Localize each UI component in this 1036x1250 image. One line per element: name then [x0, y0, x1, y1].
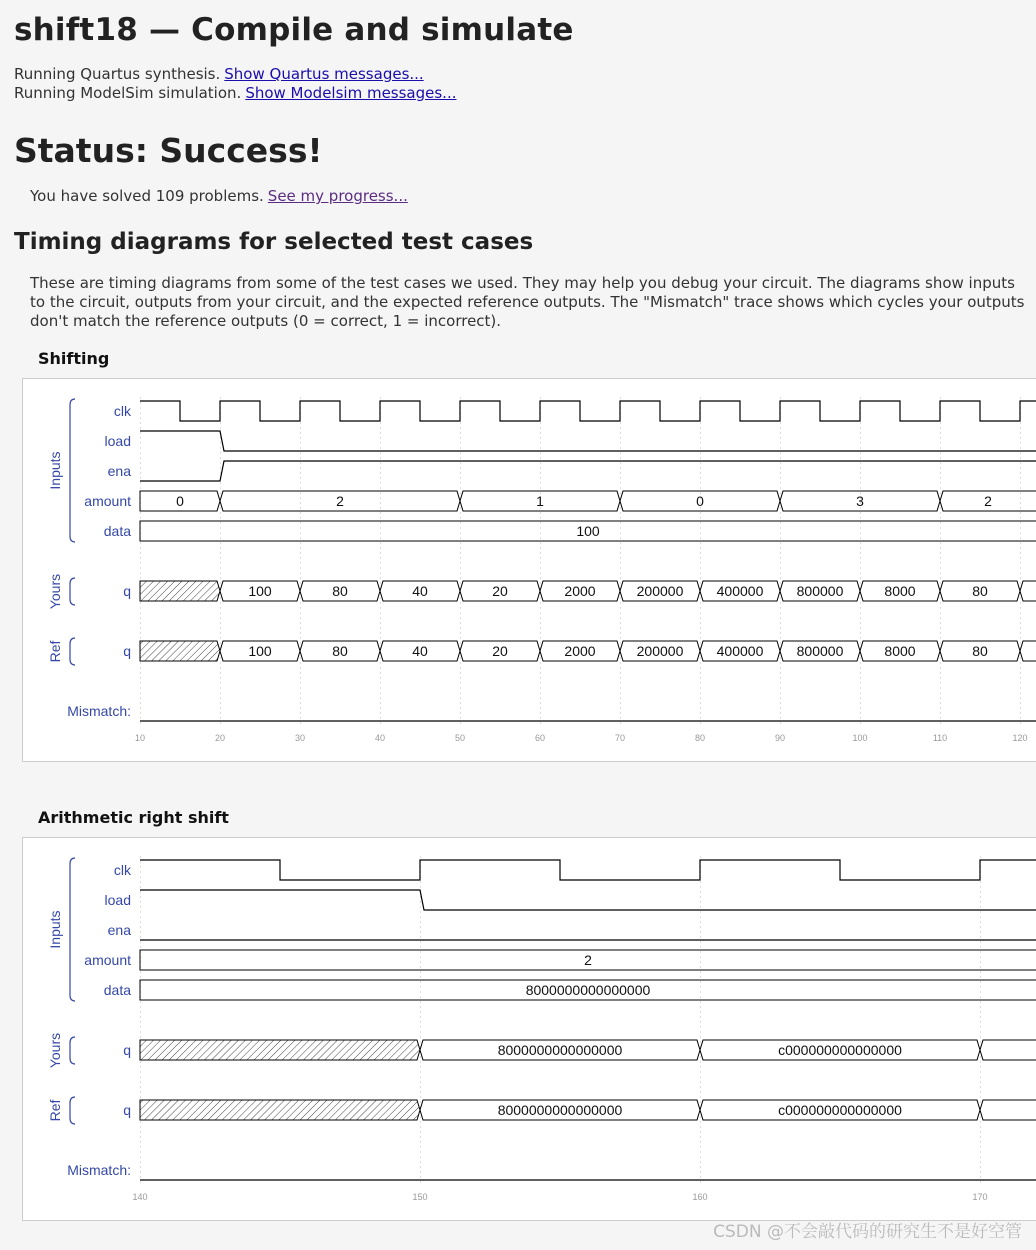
- status-heading: Status: Success!: [14, 131, 323, 170]
- group-bracket: [70, 858, 75, 1001]
- bus-value: 8000: [884, 643, 916, 659]
- bus-value: 80: [972, 643, 988, 659]
- group-bracket: [70, 578, 75, 605]
- ref-q-waveform: [140, 641, 1036, 661]
- time-tick-label: 110: [932, 733, 948, 743]
- see-my-progress-link[interactable]: See my progress...: [267, 187, 408, 205]
- bus-value: 0: [696, 493, 704, 509]
- diagram-title-arithmetic-right-shift: Arithmetic right shift: [38, 808, 229, 827]
- time-tick-label: 50: [454, 733, 466, 743]
- yours-q-waveform: [140, 1040, 1036, 1060]
- bus-value: c000000000000000: [778, 1042, 902, 1058]
- signal-label: q: [123, 643, 131, 659]
- time-tick-label: 90: [774, 733, 786, 743]
- group-bracket: [70, 399, 75, 542]
- quartus-line: [14, 65, 424, 83]
- yours-group: [47, 1033, 75, 1068]
- signal-label: q: [123, 583, 131, 599]
- group-label: Ref: [47, 1099, 63, 1122]
- mismatch-label: Mismatch:: [67, 703, 131, 719]
- timing-diagram-shifting: [22, 378, 1036, 762]
- amount-waveform: [140, 950, 1036, 970]
- bus-value: 800000: [796, 643, 844, 659]
- signal-label: amount: [84, 952, 131, 968]
- bus-value: 0: [176, 493, 184, 509]
- modelsim-text: Running ModelSim simulation.: [14, 84, 242, 102]
- bus-value: 20: [492, 643, 508, 659]
- amount-waveform: [140, 491, 1036, 511]
- modelsim-line: [14, 84, 456, 102]
- solved-text: You have solved 109 problems.: [30, 187, 264, 205]
- load-waveform: [140, 431, 1036, 451]
- ref-group: [47, 1097, 75, 1124]
- signal-label: clk: [113, 403, 131, 419]
- time-tick-label: 120: [1012, 733, 1028, 743]
- bus-value: 400000: [716, 643, 764, 659]
- time-tick-label: 40: [374, 733, 386, 743]
- bus-value: 1: [536, 493, 544, 509]
- timing-heading: Timing diagrams for selected test cases: [14, 229, 534, 255]
- bus-value: 8000000000000000: [525, 982, 651, 998]
- signal-label: q: [123, 1102, 131, 1118]
- bus-value: 40: [412, 583, 428, 599]
- time-tick-label: 70: [614, 733, 626, 743]
- bus-value: 100: [248, 583, 272, 599]
- group-bracket: [70, 1037, 75, 1064]
- bus-value: 800000: [796, 583, 844, 599]
- solved-line: [30, 187, 408, 205]
- data-waveform: [140, 521, 1036, 541]
- bus-value: 2: [336, 493, 344, 509]
- group-label: Yours: [47, 573, 63, 610]
- mismatch-label: Mismatch:: [67, 1162, 131, 1178]
- timing-diagram-svg: [23, 838, 1036, 1220]
- bus-value: 2: [584, 952, 592, 968]
- quartus-text: Running Quartus synthesis.: [14, 65, 221, 83]
- bus-value: 20: [492, 583, 508, 599]
- bus-segment: [1020, 581, 1036, 601]
- yours-q-waveform: [140, 581, 1036, 601]
- bus-segment: [980, 1100, 1036, 1120]
- timing-diagram-arithmetic-right-shift: [22, 837, 1036, 1221]
- bus-undefined-segment: [140, 1100, 420, 1120]
- time-tick-label: 150: [412, 1192, 428, 1202]
- bus-undefined-segment: [140, 1040, 420, 1060]
- csdn-watermark: CSDN @不会敲代码的研究生不是好空管: [713, 1222, 1022, 1242]
- time-tick-label: 140: [132, 1192, 148, 1202]
- signal-label: load: [104, 433, 131, 449]
- signal-label: data: [103, 982, 131, 998]
- page-title: shift18 — Compile and simulate: [14, 12, 574, 48]
- signal-label: ena: [107, 463, 131, 479]
- bus-undefined-segment: [140, 641, 220, 661]
- time-tick-label: 20: [214, 733, 226, 743]
- signal-label: amount: [84, 493, 131, 509]
- diagram-title-shifting: Shifting: [38, 349, 110, 368]
- bus-value: 80: [972, 583, 988, 599]
- group-label: Yours: [47, 1032, 63, 1069]
- clk-waveform: [140, 860, 1036, 880]
- load-waveform: [140, 890, 1036, 910]
- bus-segment: [980, 1040, 1036, 1060]
- bus-value: 100: [248, 643, 272, 659]
- time-tick-label: 100: [852, 733, 868, 743]
- time-tick-label: 170: [972, 1192, 988, 1202]
- inputs-group: [47, 399, 75, 542]
- bus-value: c000000000000000: [778, 1102, 902, 1118]
- bus-value: 8000: [884, 583, 916, 599]
- bus-value: 2000: [564, 583, 596, 599]
- bus-segment: [1020, 641, 1036, 661]
- group-bracket: [70, 638, 75, 665]
- timing-description: These are timing diagrams from some of the test cases we used. They may help you debug your circuit. The diagrams show inputs to the circuit, outputs from your circuit, and the expected reference outputs. The "Mismatch" trace shows which cycles your outputs don't match the reference outputs (0 = correct, 1 = incorrect).: [30, 274, 1025, 330]
- time-tick-label: 10: [134, 733, 146, 743]
- bus-value: 200000: [636, 583, 684, 599]
- bus-value: 8000000000000000: [497, 1042, 623, 1058]
- group-label: Ref: [47, 640, 63, 663]
- show-modelsim-messages-link[interactable]: Show Modelsim messages...: [245, 84, 457, 102]
- signal-label: q: [123, 1042, 131, 1058]
- bus-value: 80: [332, 583, 348, 599]
- ref-q-waveform: [140, 1100, 1036, 1120]
- signal-label: ena: [107, 922, 131, 938]
- bus-value: 100: [576, 523, 600, 539]
- inputs-group: [47, 858, 75, 1001]
- bus-undefined-segment: [140, 581, 220, 601]
- bus-value: 3: [856, 493, 864, 509]
- bus-value: 80: [332, 643, 348, 659]
- time-tick-label: 160: [692, 1192, 708, 1202]
- clk-waveform: [140, 401, 1036, 421]
- time-tick-label: 80: [694, 733, 706, 743]
- bus-value: 2: [984, 493, 992, 509]
- bus-value: 8000000000000000: [497, 1102, 623, 1118]
- signal-label: data: [103, 523, 131, 539]
- bus-value: 40: [412, 643, 428, 659]
- data-waveform: [140, 980, 1036, 1000]
- ena-waveform: [140, 461, 1036, 481]
- time-tick-label: 30: [294, 733, 306, 743]
- timing-diagram-svg: [23, 379, 1036, 761]
- show-quartus-messages-link[interactable]: Show Quartus messages...: [224, 65, 424, 83]
- group-label: Inputs: [47, 451, 63, 490]
- signal-label: load: [104, 892, 131, 908]
- yours-group: [47, 574, 75, 609]
- signal-label: clk: [113, 862, 131, 878]
- bus-value: 2000: [564, 643, 596, 659]
- bus-value: 200000: [636, 643, 684, 659]
- ref-group: [47, 638, 75, 665]
- group-bracket: [70, 1097, 75, 1124]
- group-label: Inputs: [47, 910, 63, 949]
- bus-value: 400000: [716, 583, 764, 599]
- time-tick-label: 60: [534, 733, 546, 743]
